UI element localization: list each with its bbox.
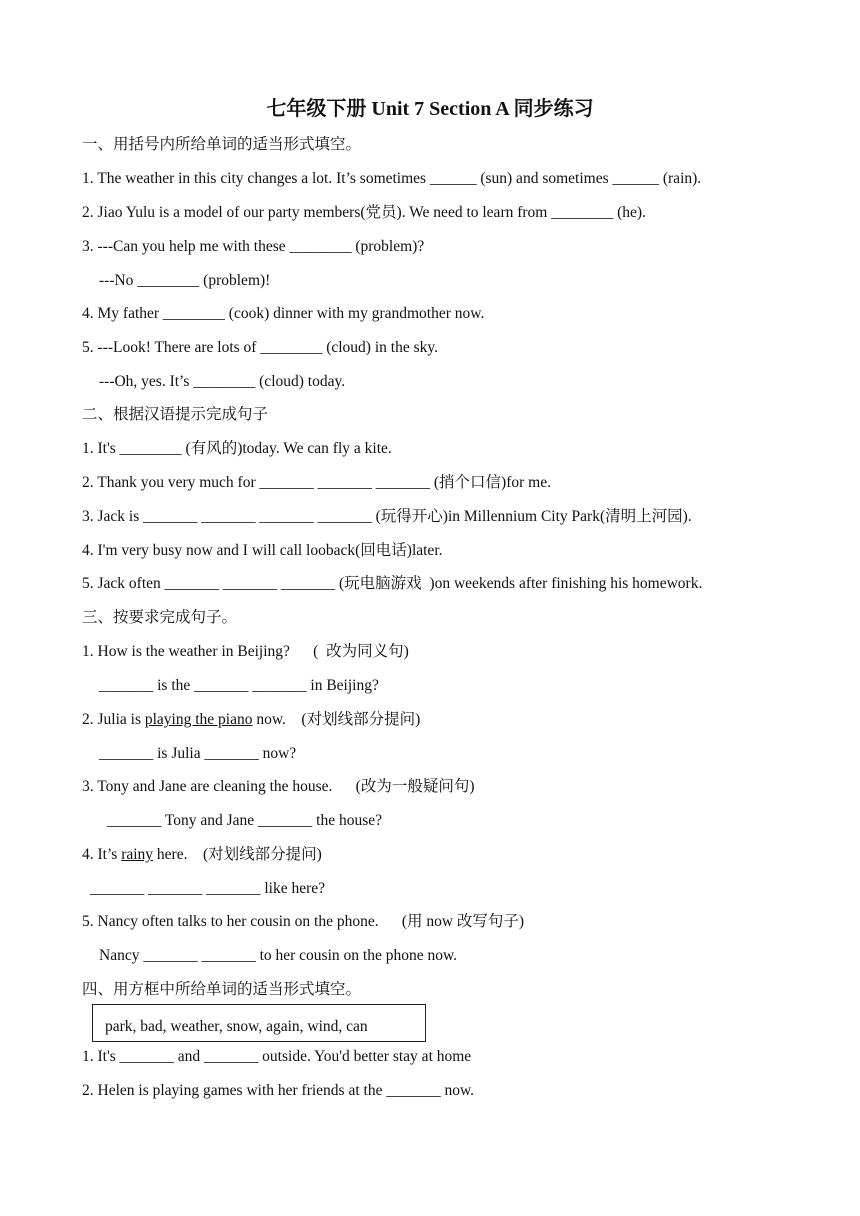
s3-question-2a bbox=[82, 710, 420, 730]
s1-question-2: 2. Jiao Yulu is a model of our party members(党员). We need to learn from ________ (he). bbox=[82, 204, 646, 221]
s1-question-1: 1. The weather in this city changes a lot. It’s sometimes ______ (sun) and sometimes ______ (rain). bbox=[82, 170, 702, 187]
page-title: 七年级下册 Unit 7 Section A 同步练习 bbox=[266, 98, 594, 120]
s3-question-2b: _______ is Julia _______ now? bbox=[99, 745, 297, 762]
s1-question-3b: ---No ________ (problem)! bbox=[99, 272, 271, 289]
section-1-heading: 一、用括号内所给单词的适当形式填空。 bbox=[82, 136, 362, 153]
s3-question-3a: 3. Tony and Jane are cleaning the house. (改为一般疑问句) bbox=[82, 778, 475, 795]
s2-question-3: 3. Jack is _______ _______ _______ _______ (玩得开心)in Millennium City Park(清明上河园). bbox=[82, 508, 692, 525]
s3-q2-suffix: now. (对划线部分提问) bbox=[252, 711, 421, 728]
s1-question-4: 4. My father ________ (cook) dinner with my grandmother now. bbox=[82, 305, 485, 322]
s3-question-3b: _______ Tony and Jane _______ the house? bbox=[107, 812, 383, 829]
s3-question-5b: Nancy _______ _______ to her cousin on the phone now. bbox=[99, 947, 458, 964]
s3-q4-suffix: here. (对划线部分提问) bbox=[153, 846, 322, 863]
s1-question-3a: 3. ---Can you help me with these ________ (problem)? bbox=[82, 238, 425, 255]
word-box-words: park, bad, weather, snow, again, wind, can bbox=[105, 1018, 368, 1035]
s3-question-1b: _______ is the _______ _______ in Beijing? bbox=[99, 677, 379, 694]
s4-question-2: 2. Helen is playing games with her friends at the _______ now. bbox=[82, 1082, 475, 1099]
s3-q4-prefix: 4. It’s bbox=[82, 846, 122, 863]
s2-question-2: 2. Thank you very much for _______ _______ _______ (捎个口信)for me. bbox=[82, 474, 551, 491]
s3-question-1a: 1. How is the weather in Beijing? ( 改为同义句) bbox=[82, 643, 409, 660]
s2-question-1: 1. It's ________ (有风的)today. We can fly a kite. bbox=[82, 440, 392, 457]
word-box bbox=[92, 1004, 426, 1042]
s3-q2-underlined: playing the piano bbox=[144, 711, 253, 728]
s4-question-1: 1. It's _______ and _______ outside. You'd better stay at home bbox=[82, 1048, 472, 1065]
section-2-heading: 二、根据汉语提示完成句子 bbox=[82, 406, 269, 423]
s2-question-4: 4. I'm very busy now and I will call looback(回电话)later. bbox=[82, 542, 443, 559]
s3-question-5a: 5. Nancy often talks to her cousin on the phone. (用 now 改写句子) bbox=[82, 913, 525, 930]
s1-question-5b: ---Oh, yes. It’s ________ (cloud) today. bbox=[99, 373, 346, 390]
section-4-heading: 四、用方框中所给单词的适当形式填空。 bbox=[82, 981, 362, 998]
s3-question-4a bbox=[82, 845, 322, 865]
s1-question-5a: 5. ---Look! There are lots of ________ (cloud) in the sky. bbox=[82, 339, 438, 356]
s2-question-5: 5. Jack often _______ _______ _______ (玩电脑游戏 )on weekends after finishing his homework. bbox=[82, 575, 703, 592]
s3-q4-underlined: rainy bbox=[121, 846, 154, 863]
s3-q2-prefix: 2. Julia is bbox=[82, 711, 145, 728]
s3-question-4b: _______ _______ _______ like here? bbox=[90, 880, 326, 897]
section-3-heading: 三、按要求完成句子。 bbox=[82, 609, 238, 626]
